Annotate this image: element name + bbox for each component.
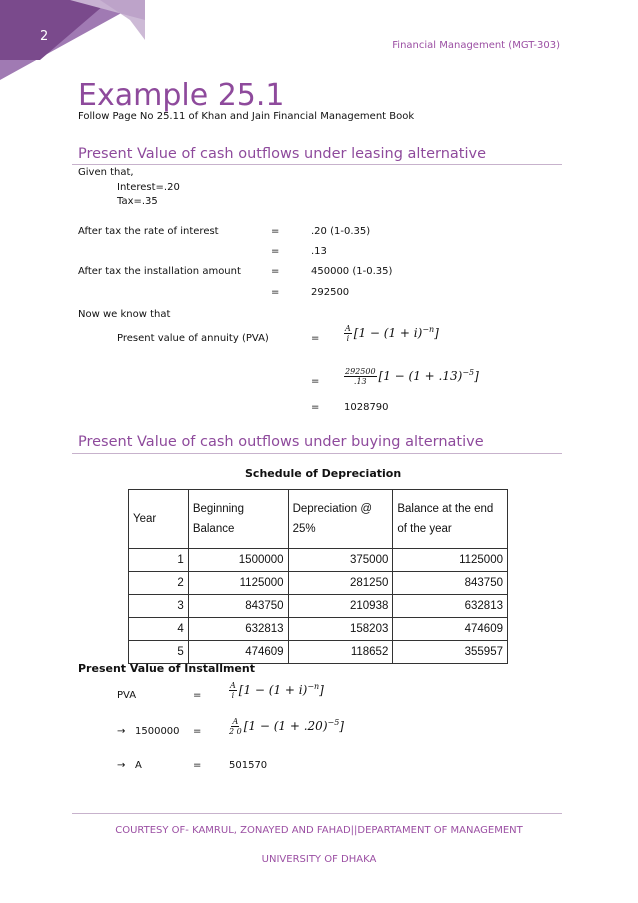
after-tax-rate-value: .13 [311,246,327,257]
table-row [129,572,508,595]
example-title: Example 25.1 [78,78,285,113]
table-row [129,618,508,641]
table-cell: 281250 [288,572,393,595]
table-row [129,595,508,618]
table-header-row [129,490,508,549]
table-cell: 1 [129,549,189,572]
pva-substituted-formula: $\frac{292500}{.13}$ $[1 - (1 + .13)^{-5}]$ [345,367,479,386]
column-header-year: Year [129,490,189,549]
course-header: Financial Management (MGT-303) [392,40,560,51]
table-cell: 474609 [393,618,508,641]
pva-short-label: PVA [117,690,137,701]
after-tax-amount-label: After tax the installation amount [78,266,241,277]
installment-substituted-formula: $\frac{A}{2 0}$ $[1 - (1 + .20)^{-5}]$ [229,717,344,736]
table-cell: 375000 [288,549,393,572]
installment-heading: Present Value of Installment [78,662,255,675]
table-cell: 5 [129,641,189,664]
table-cell: 843750 [393,572,508,595]
table-row [129,549,508,572]
table-cell: 4 [129,618,189,641]
after-tax-rate-formula: .20 (1-0.35) [311,226,371,237]
after-tax-amount-formula: 450000 (1-0.35) [311,266,393,277]
depreciation-table [128,489,508,664]
now-we-know: Now we know that [78,309,171,320]
section-divider [72,453,562,454]
equals-sign: = [311,333,320,344]
table-cell: 3 [129,595,189,618]
equals-sign: = [193,726,202,737]
section-divider [72,164,562,165]
table-cell: 1125000 [188,572,288,595]
example-subtitle: Follow Page No 25.11 of Khan and Jain Financial Management Book [78,111,415,122]
table-cell: 355957 [393,641,508,664]
installment-formula: $\frac{A}{i}$ $[1 - (1 + i)^{-n}]$ [230,681,324,700]
table-cell: 632813 [393,595,508,618]
table-cell: 158203 [288,618,393,641]
table-cell: 210938 [288,595,393,618]
table-cell: 632813 [188,618,288,641]
interest-value: Interest=.20 [117,182,180,193]
table-row [129,641,508,664]
installment-amount: 1500000 [135,726,180,737]
column-header-end-balance: Balance at the end of the year [393,490,508,549]
equals-sign: = [271,226,280,237]
equals-sign: = [311,402,320,413]
equals-sign: = [271,246,280,257]
page-number: 2 [40,29,49,44]
installment-variable: A [135,760,142,771]
buying-heading: Present Value of cash outflows under buying alternative [78,434,484,450]
arrow-icon: → [117,760,126,771]
corner-decoration [0,0,145,80]
table-cell: 118652 [288,641,393,664]
equals-sign: = [193,690,202,701]
column-header-depreciation: Depreciation @ 25% [288,490,393,549]
table-cell: 2 [129,572,189,595]
pva-result: 1028790 [344,402,389,413]
table-cell: 843750 [188,595,288,618]
given-label: Given that, [78,167,134,178]
after-tax-rate-label: After tax the rate of interest [78,226,219,237]
equals-sign: = [271,266,280,277]
after-tax-amount-value: 292500 [311,287,350,298]
tax-value: Tax=.35 [117,196,158,207]
table-cell: 1500000 [188,549,288,572]
footer-line-1: COURTESY OF- KAMRUL, ZONAYED AND FAHAD||DEPARTAMENT OF MANAGEMENT [115,825,523,836]
equals-sign: = [271,287,280,298]
table-cell: 474609 [188,641,288,664]
equals-sign: = [193,760,202,771]
installment-result: 501570 [229,760,268,771]
footer-line-2: UNIVERSITY OF DHAKA [261,854,377,865]
arrow-icon: → [117,726,126,737]
schedule-title: Schedule of Depreciation [245,467,402,480]
equals-sign: = [311,376,320,387]
table-cell: 1125000 [393,549,508,572]
footer-divider [72,813,562,814]
pva-formula: $\frac{A}{i}$ $[1 - (1 + i)^{-n}]$ [345,324,439,343]
column-header-beginning-balance: Beginning Balance [188,490,288,549]
pva-label: Present value of annuity (PVA) [117,333,269,344]
leasing-heading: Present Value of cash outflows under leasing alternative [78,146,487,162]
